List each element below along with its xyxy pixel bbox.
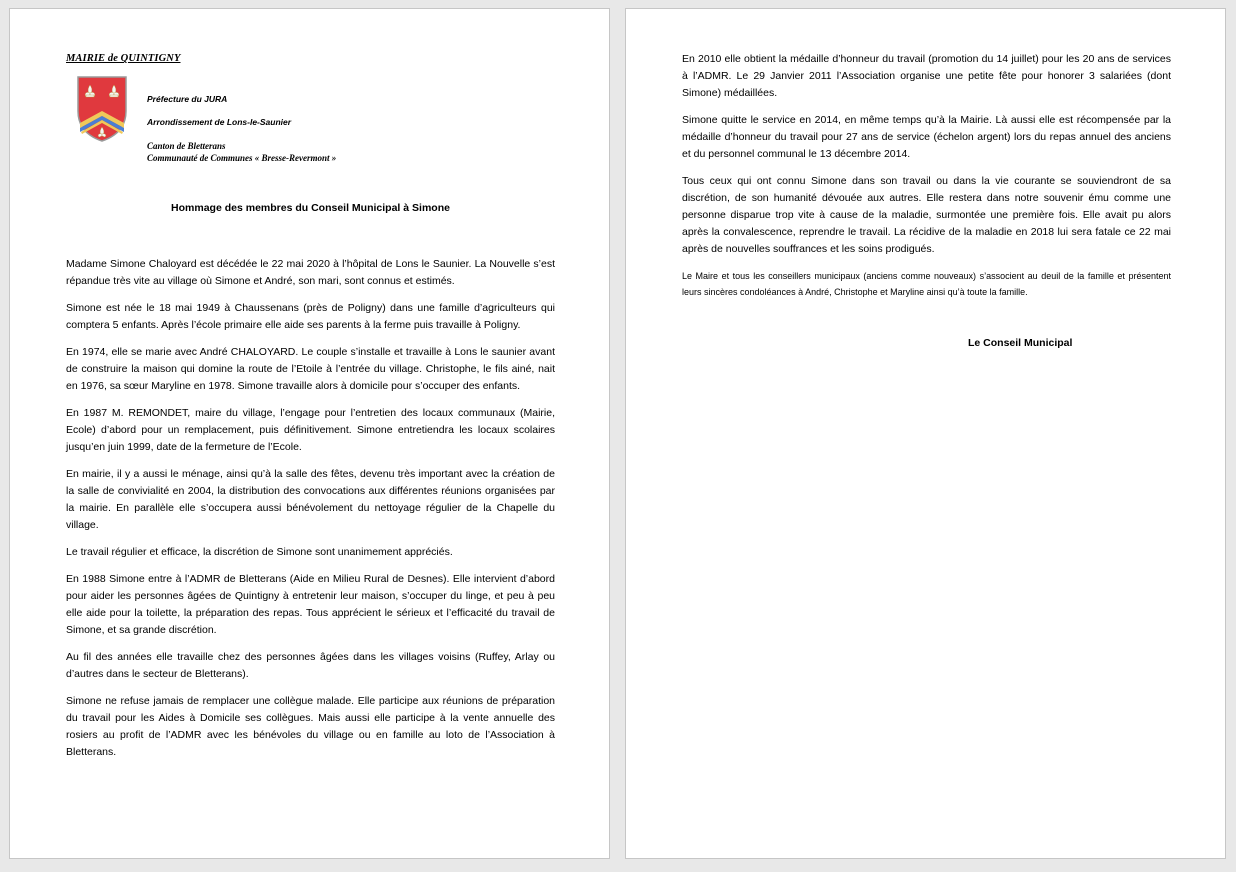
document-title: Hommage des membres du Conseil Municipal à Simone — [171, 202, 450, 214]
paragraph: Simone est née le 18 mai 1949 à Chaussenans (près de Poligny) dans une famille d’agriculteurs qui comptera 5 enfants. Après l’école primaire elle aide ses parents à la ferme puis travaille à Poligny. — [66, 302, 555, 331]
paragraph: Au fil des années elle travaille chez des personnes âgées dans les villages voisins (Ruffey, Arlay ou d’autres dans le secteur de Bletterans). — [66, 651, 555, 680]
signature: Le Conseil Municipal — [968, 337, 1073, 349]
left-body-text — [66, 256, 555, 771]
arrondissement-label: Arrondissement de Lons-le-Saunier — [147, 117, 292, 127]
paragraph: En mairie, il y a aussi le ménage, ainsi qu’à la salle des fêtes, devenu très important avec la création de la salle de convivialité en 2004, la distribution des convocations aux différentes réunions organisées par la mairie. En parallèle elle s’occupera aussi bénévolement du nettoyage régulier de la Chapelle du village. — [66, 468, 555, 531]
coat-of-arms-icon — [76, 75, 128, 143]
prefecture-label: Préfecture du JURA — [147, 94, 228, 104]
paragraph: En 1988 Simone entre à l’ADMR de Bletterans (Aide en Milieu Rural de Desnes). Elle intervient d’abord pour aider les personnes âgées de Quintigny à entretenir leur maison, s’occuper du linge, et peu à peu elle aide pour la toilette, la préparation des repas. Tous apprécient le sérieux et l’efficacité du travail de Simone, et sa grande discrétion. — [66, 573, 555, 636]
canton-label: Canton de Bletterans — [147, 141, 226, 151]
paragraph: Le travail régulier et efficace, la discrétion de Simone sont unanimement appréciés. — [66, 546, 453, 558]
paragraph: En 1974, elle se marie avec André CHALOYARD. Le couple s’installe et travaille à Lons le saunier avant de construire la maison qui domine la route de l’Etoile à l’entrée du village. Christophe, le fils ainé, nait en 1976, sa sœur Maryline en 1978. Simone travaille alors à domicile pour s’occuper des enfants. — [66, 346, 555, 392]
right-body-text — [682, 51, 1171, 310]
communaute-label: Communauté de Communes « Bresse-Revermont » — [147, 153, 337, 163]
paragraph: En 2010 elle obtient la médaille d’honneur du travail (promotion du 14 juillet) pour les 20 ans de services à l’ADMR. Le 29 Janvier 2011 l’Association organise une petite fête pour honorer 3 salariées (dont Simone) médaillées. — [682, 53, 1171, 99]
document-page-left — [9, 8, 610, 859]
paragraph: Tous ceux qui ont connu Simone dans son travail ou dans la vie courante se souviendront de sa discrétion, de son humanité dévouée aux autres. Elle restera dans notre souvenir ému comme une personne disparue trop vite à cause de la maladie, surmontée une première fois. Elle avait pu alors après la convalescence, reprendre le travail. La récidive de la maladie en 2018 lui sera fatale ce 22 mai après de nouvelles souffrances et les soins prodigués. — [682, 175, 1171, 255]
closing-paragraph: Le Maire et tous les conseillers municipaux (anciens comme nouveaux) s’associent au deuil de la famille et présentent leurs sincères condoléances à André, Christophe et Maryline ainsi qu’à toute la famille. — [682, 271, 1171, 297]
mairie-title: MAIRIE de QUINTIGNY — [66, 53, 181, 64]
document-page-right — [625, 8, 1226, 859]
paragraph: Simone ne refuse jamais de remplacer une collègue malade. Elle participe aux réunions de préparation du travail pour les Aides à Domicile ses collègues. Mais aussi elle participe à la vente annuelle des rosiers au profit de l’ADMR avec les bénévoles du village ou en famille au loto de l’Association à Bletterans. — [66, 695, 555, 758]
paragraph: En 1987 M. REMONDET, maire du village, l’engage pour l’entretien des locaux communaux (Mairie, Ecole) d’abord pour un remplacement, puis définitivement. Simone entretiendra les locaux scolaires jusqu’en juin 1999, date de la fermeture de l’Ecole. — [66, 407, 555, 453]
paragraph: Simone quitte le service en 2014, en même temps qu’à la Mairie. Là aussi elle est récompensée par la médaille d’honneur du travail pour 27 ans de service (échelon argent) lors du repas annuel des anciens et du personnel communal le 13 décembre 2014. — [682, 114, 1171, 160]
paragraph: Madame Simone Chaloyard est décédée le 22 mai 2020 à l’hôpital de Lons le Saunier. La Nouvelle s’est répandue très vite au village où Simone et André, son mari, sont connus et estimés. — [66, 258, 555, 287]
